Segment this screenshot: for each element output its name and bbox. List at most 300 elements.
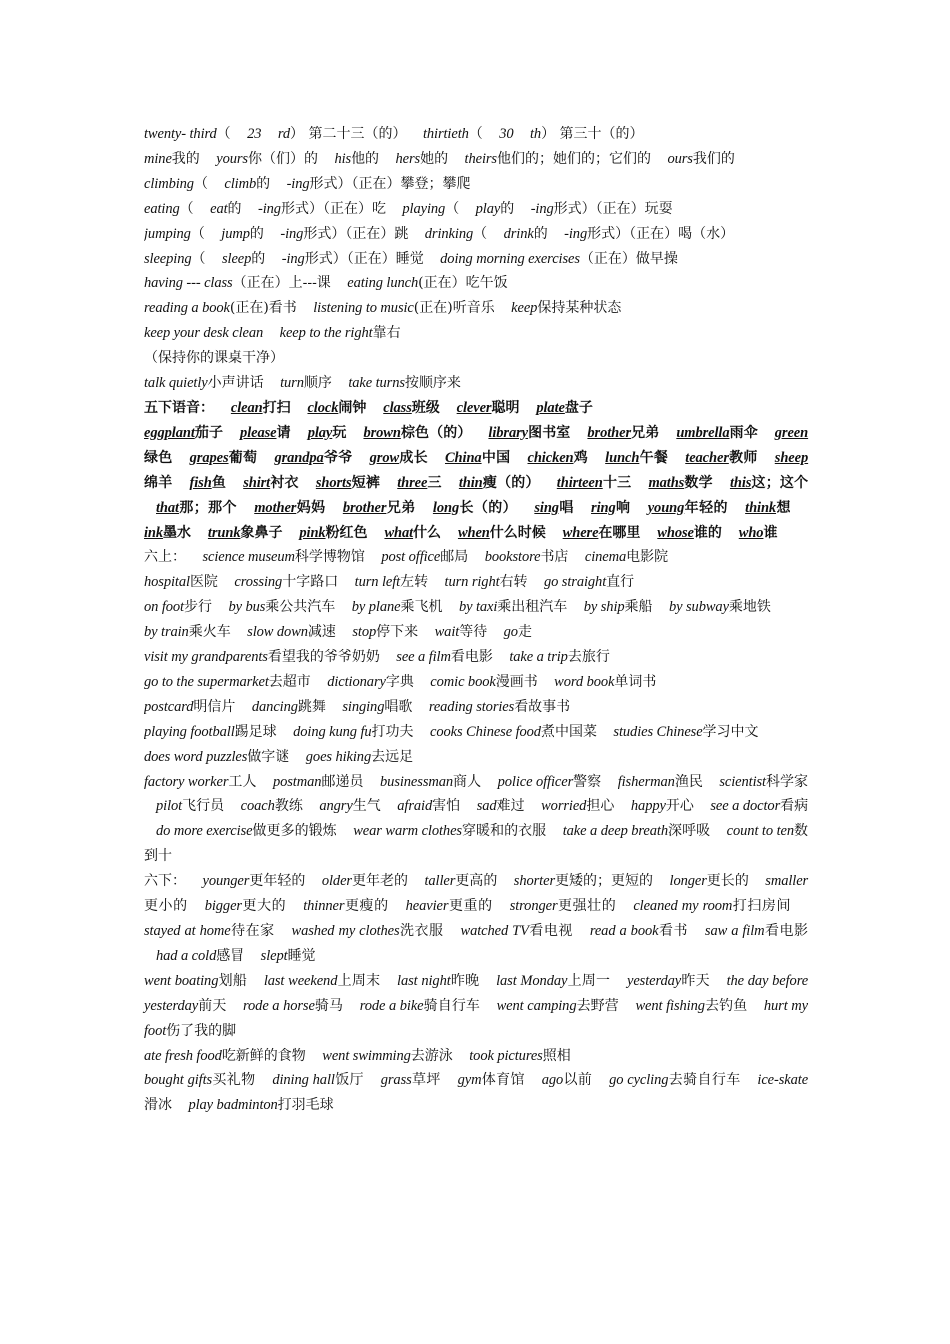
english-term: longer <box>669 873 707 890</box>
chinese-meaning: 年轻的 <box>684 499 728 516</box>
english-term: last night <box>397 972 451 989</box>
vocab-entry <box>252 699 326 715</box>
english-term: trunk <box>207 524 241 541</box>
chinese-meaning: 去钓鱼 <box>704 997 748 1014</box>
vocab-entry <box>498 774 602 790</box>
english-term: long <box>432 499 460 516</box>
vocab-entry <box>144 1048 306 1064</box>
vocab-entry <box>430 674 537 690</box>
english-term: having --- class <box>144 275 233 292</box>
vocab-entry <box>380 774 481 790</box>
english-term: eat <box>210 200 228 217</box>
vocab-entry <box>144 674 311 690</box>
vocab-entry <box>306 749 413 765</box>
chinese-meaning: 看电影 <box>450 649 493 666</box>
english-term: last weekend <box>263 972 338 989</box>
english-term: read a book <box>589 923 659 939</box>
english-term: sleeping <box>144 250 192 267</box>
chinese-meaning: （ <box>191 250 206 267</box>
chinese-meaning: 邮局 <box>440 549 469 566</box>
vocab-entry <box>144 275 331 291</box>
chinese-meaning: 看病 <box>780 798 809 815</box>
vocab-entry <box>243 475 299 491</box>
vocab-entry <box>144 973 247 989</box>
vocab-entry <box>363 425 471 441</box>
english-term: eggplant <box>144 424 195 441</box>
english-term: postman <box>272 773 322 790</box>
english-term: China <box>444 449 482 466</box>
chinese-meaning: 做更多的锻炼 <box>252 823 337 840</box>
vocab-entry <box>280 375 332 391</box>
english-term: playing football <box>144 723 235 740</box>
chinese-meaning: 害怕 <box>432 798 461 815</box>
vocab-entry <box>511 300 621 316</box>
vocab-entry <box>541 798 614 814</box>
english-term: by taxi <box>458 599 498 616</box>
chinese-meaning: 绿色 <box>144 449 173 466</box>
vocab-entry <box>264 973 381 989</box>
vocab-entry <box>156 798 224 814</box>
english-term: what <box>384 524 414 541</box>
chinese-meaning: 去野营 <box>576 997 619 1014</box>
vocab-line <box>144 222 808 247</box>
vocab-entry <box>216 151 318 167</box>
english-term: factory worker <box>144 773 229 790</box>
english-term: chicken <box>527 449 574 466</box>
chinese-meaning: 她的 <box>420 150 449 167</box>
vocab-line <box>144 421 808 546</box>
english-term: -ing <box>530 200 554 217</box>
english-term: count to ten <box>726 823 794 840</box>
chinese-meaning: 飞行员 <box>182 798 225 815</box>
vocab-entry <box>542 1072 593 1088</box>
chinese-meaning: 数到十 <box>144 823 809 865</box>
chinese-meaning: 想 <box>776 499 791 516</box>
english-term: turn right <box>444 574 500 591</box>
chinese-meaning: 打扫 <box>262 399 291 416</box>
vocab-entry <box>440 251 678 267</box>
vocab-entry <box>144 350 284 366</box>
english-term: theirs <box>464 150 497 167</box>
chinese-meaning: 六下： <box>144 873 187 890</box>
chinese-meaning: 乘飞机 <box>400 599 443 616</box>
chinese-meaning: 难过 <box>496 798 525 815</box>
chinese-meaning: 看电视 <box>528 923 573 939</box>
vocab-entry <box>397 798 460 814</box>
english-term: twenty- third <box>144 126 217 142</box>
english-term: climbing <box>144 175 194 192</box>
vocab-entry <box>190 475 227 491</box>
vocab-entry <box>497 998 619 1014</box>
vocab-entry <box>554 674 656 690</box>
vocab-entry <box>430 724 597 740</box>
vocab-entry <box>745 500 791 516</box>
chinese-meaning: 体育馆 <box>481 1072 525 1089</box>
chinese-meaning: 唱歌 <box>384 698 413 715</box>
chinese-meaning: 乘船 <box>624 599 653 616</box>
chinese-meaning: 去超市 <box>268 673 311 690</box>
chinese-meaning: 渔民 <box>674 773 703 790</box>
chinese-meaning: 谁 <box>763 524 778 541</box>
vocab-entry <box>618 774 703 790</box>
chinese-meaning: 教师 <box>728 449 758 466</box>
vocab-entry <box>144 525 191 541</box>
vocab-entry <box>469 1048 570 1064</box>
vocab-entry <box>587 425 659 441</box>
chinese-meaning: 打羽毛球 <box>277 1097 334 1114</box>
chinese-meaning: 聪明 <box>491 399 520 416</box>
vocab-entry <box>397 475 442 491</box>
english-term: older <box>321 873 352 890</box>
chinese-meaning: 茄子 <box>194 424 224 441</box>
english-term: clock <box>307 399 339 416</box>
english-term: his <box>334 150 352 167</box>
english-term: slept <box>260 947 288 964</box>
vocab-entry <box>510 898 617 914</box>
vocab-entry <box>316 475 380 491</box>
english-term: do more exercise <box>156 823 253 840</box>
chinese-meaning: 葡萄 <box>228 449 258 466</box>
chinese-meaning: 睡觉 <box>287 947 316 964</box>
english-term: mine <box>144 150 172 167</box>
english-term: reading a book <box>144 300 230 317</box>
english-term: happy <box>630 798 666 815</box>
vocab-entry <box>445 450 510 466</box>
vocab-entry <box>144 176 208 192</box>
vocab-entry <box>319 798 380 814</box>
english-term: bought gifts <box>144 1072 213 1089</box>
english-term: whose <box>657 524 694 541</box>
vocab-line <box>144 147 808 172</box>
vocab-line <box>144 371 808 396</box>
english-term: shirt <box>243 474 271 491</box>
chinese-meaning: 的 <box>249 225 264 242</box>
english-term: dictionary <box>327 673 386 690</box>
vocab-line <box>144 247 808 272</box>
vocab-entry <box>631 798 694 814</box>
vocab-entry <box>384 525 441 541</box>
chinese-meaning: 打扫房间 <box>732 898 792 915</box>
english-term: talk quietly <box>144 375 208 392</box>
english-term: brother <box>587 424 632 441</box>
english-term: went swimming <box>322 1047 411 1064</box>
vocab-entry <box>544 574 634 590</box>
chinese-meaning: 长（的） <box>459 499 518 516</box>
vocab-entry <box>528 450 589 466</box>
english-term: fish <box>189 474 212 491</box>
english-term: when <box>457 524 490 541</box>
chinese-meaning: 工人 <box>228 773 257 790</box>
vocab-entry <box>280 325 401 341</box>
english-term: yours <box>216 150 248 167</box>
chinese-meaning: 你（们）的 <box>247 150 318 167</box>
english-term: last Monday <box>496 972 568 989</box>
chinese-meaning: 乘公共汽车 <box>265 599 336 616</box>
chinese-meaning: 三 <box>427 474 442 491</box>
vocab-entry <box>557 475 632 491</box>
vocab-entry <box>353 823 546 839</box>
chinese-meaning: 在哪里 <box>598 524 641 541</box>
chinese-meaning: 更长的 <box>706 873 749 890</box>
chinese-meaning: 鱼 <box>211 474 227 491</box>
chinese-meaning: 去骑自行车 <box>668 1072 741 1089</box>
vocab-entry <box>477 798 525 814</box>
vocab-entry <box>144 1072 256 1088</box>
vocab-entry <box>293 724 413 740</box>
vocab-entry <box>327 674 414 690</box>
chinese-meaning: （ <box>473 225 488 242</box>
vocab-entry <box>514 873 653 889</box>
vocab-entry <box>406 898 493 914</box>
english-term: science museum <box>202 549 295 566</box>
chinese-meaning: 上周末 <box>337 972 381 989</box>
english-term: bookstore <box>484 549 541 566</box>
vocab-entry <box>381 549 468 565</box>
english-term: see a doctor <box>710 798 781 815</box>
vocabulary-list <box>144 122 808 1118</box>
chinese-meaning: 更强壮的 <box>557 898 617 915</box>
vocab-entry <box>360 998 480 1014</box>
chinese-meaning: 更小的 <box>144 898 188 915</box>
vocab-line <box>144 745 808 770</box>
chinese-meaning: 更瘦的 <box>344 898 389 915</box>
vocab-entry <box>585 549 668 565</box>
vocab-line <box>144 720 808 745</box>
english-term: go straight <box>543 574 607 591</box>
chinese-meaning: （ <box>179 200 194 217</box>
chinese-meaning: 等待 <box>459 624 488 641</box>
vocab-entry <box>458 1072 525 1088</box>
vocab-line <box>144 595 808 620</box>
english-term: turn <box>280 375 304 392</box>
vocab-entry <box>429 699 570 715</box>
chinese-meaning: 的 <box>256 175 271 192</box>
english-term: eating lunch <box>347 275 419 292</box>
english-term: go <box>503 624 518 641</box>
vocab-entry <box>247 624 336 640</box>
chinese-meaning: 保持某种状态 <box>537 300 622 317</box>
vocab-entry <box>202 549 364 565</box>
english-term: stronger <box>509 898 558 915</box>
chinese-meaning: 衬衣 <box>270 474 299 491</box>
vocab-entry <box>144 251 206 267</box>
english-term: play <box>307 424 333 441</box>
chinese-meaning: 瘦（的） <box>482 474 540 491</box>
chinese-meaning: 去游泳 <box>410 1047 453 1064</box>
english-term: word book <box>554 673 615 690</box>
english-term: grandpa <box>274 449 324 466</box>
vocab-entry <box>144 300 297 316</box>
vocab-entry <box>397 973 479 989</box>
english-term: pink <box>299 524 326 541</box>
english-term: stop <box>352 624 377 641</box>
english-term: climb <box>224 175 257 192</box>
english-term: does word puzzles <box>144 748 248 765</box>
english-term: ago <box>541 1072 564 1089</box>
english-term: where <box>562 524 599 541</box>
english-term: hurt my foot <box>144 997 808 1039</box>
chinese-meaning: 更年老的 <box>351 873 408 890</box>
chinese-meaning: 滑冰 <box>144 1097 172 1114</box>
chinese-meaning: 什么 <box>413 524 442 541</box>
chinese-meaning: 跳舞 <box>297 698 326 715</box>
vocab-entry <box>499 126 513 142</box>
vocab-entry <box>402 201 459 217</box>
english-term: businessman <box>380 773 454 790</box>
vocab-entry <box>144 151 200 167</box>
english-term: the day before yesterday <box>144 972 809 1014</box>
vocab-entry <box>605 450 668 466</box>
chinese-meaning: 什么时候 <box>489 524 546 541</box>
english-term: play badminton <box>188 1097 278 1114</box>
vocab-entry <box>241 798 303 814</box>
english-term: reading stories <box>428 698 515 715</box>
english-term: that <box>156 499 179 516</box>
english-term: went camping <box>496 997 577 1014</box>
chinese-meaning: 昨天 <box>681 972 710 989</box>
vocab-entry <box>208 525 283 541</box>
chinese-meaning: 左转 <box>400 574 429 591</box>
chinese-meaning: 兄弟 <box>631 424 660 441</box>
vocab-line <box>144 346 808 371</box>
vocab-entry <box>342 699 412 715</box>
chinese-meaning: 伤了我的脚 <box>166 1022 237 1039</box>
vocab-entry <box>308 425 347 441</box>
chinese-meaning: 单词书 <box>614 673 657 690</box>
vocab-line <box>144 296 808 321</box>
vocab-line <box>144 770 808 870</box>
vocab-entry <box>274 450 352 466</box>
chinese-meaning: 妈妈 <box>296 499 326 516</box>
chinese-meaning: 粉红色 <box>325 524 368 541</box>
vocab-entry <box>348 375 461 391</box>
english-term: -ing <box>257 200 281 217</box>
chinese-meaning: 乘出租汽车 <box>497 599 568 616</box>
chinese-meaning: 减速 <box>307 624 336 641</box>
vocab-entry <box>292 923 444 939</box>
vocab-line <box>144 570 808 595</box>
vocab-entry <box>144 425 223 441</box>
vocab-line <box>144 321 808 346</box>
vocab-entry <box>205 898 287 914</box>
chinese-meaning: 爷爷 <box>323 449 353 466</box>
vocab-entry <box>322 1048 453 1064</box>
vocab-entry <box>303 898 388 914</box>
chinese-meaning: (正在)听音乐 <box>413 300 495 317</box>
chinese-meaning: 乘地铁 <box>728 599 771 616</box>
chinese-meaning: 骑马 <box>314 997 344 1014</box>
vocab-line <box>144 122 808 147</box>
english-term: take a deep breath <box>562 823 668 840</box>
english-term: ring <box>591 499 616 516</box>
chinese-meaning: （正在）做早操 <box>579 250 678 267</box>
english-term: shorter <box>513 873 555 890</box>
vocab-entry <box>627 973 710 989</box>
english-term: saw a film <box>704 923 765 939</box>
chinese-meaning: 这；这个 <box>751 474 809 491</box>
chinese-meaning: 鸡 <box>573 449 589 466</box>
english-term: by bus <box>228 599 266 616</box>
english-term: by train <box>144 624 189 641</box>
vocab-entry <box>334 151 379 167</box>
chinese-meaning: 科学家 <box>765 773 809 790</box>
chinese-meaning: 看故事书 <box>514 698 571 715</box>
english-term: bigger <box>204 898 242 915</box>
vocab-entry <box>613 724 758 740</box>
vocab-entry <box>685 450 757 466</box>
vocab-entry <box>352 624 418 640</box>
vocab-entry <box>563 525 641 541</box>
vocab-entry <box>228 599 335 615</box>
chinese-meaning: 骑自行车 <box>423 997 481 1014</box>
chinese-meaning: 漫画书 <box>495 673 538 690</box>
english-term: slow down <box>247 624 308 641</box>
chinese-meaning: 唱 <box>558 499 574 516</box>
vocab-entry <box>258 201 386 217</box>
english-term: -ing <box>564 225 588 242</box>
vocab-entry <box>203 873 306 889</box>
vocab-entry <box>423 126 483 142</box>
english-term: ours <box>667 150 693 167</box>
chinese-meaning: 医院 <box>189 574 218 591</box>
chinese-meaning: 担心 <box>586 798 615 815</box>
chinese-meaning: 右转 <box>499 574 528 591</box>
chinese-meaning: 谁的 <box>693 524 722 541</box>
english-term: wait <box>434 624 460 641</box>
english-term: sing <box>534 499 559 516</box>
vocab-entry <box>144 724 277 740</box>
vocab-entry <box>144 226 205 242</box>
vocab-entry <box>457 400 520 416</box>
vocab-entry <box>591 500 630 516</box>
vocab-entry <box>224 176 270 192</box>
chinese-meaning: （保持你的课桌干净） <box>144 350 284 367</box>
vocab-entry <box>730 475 808 491</box>
vocab-entry <box>465 151 651 167</box>
chinese-meaning: 穿暖和的衣服 <box>461 823 547 840</box>
chinese-meaning: 小声讲话 <box>207 375 264 392</box>
english-term: yesterday <box>627 972 682 989</box>
english-term: brown <box>363 424 401 441</box>
english-term: ice-skate <box>757 1072 809 1089</box>
vocab-entry <box>633 898 791 914</box>
vocab-entry <box>476 201 515 217</box>
chinese-meaning: 字典 <box>385 673 414 690</box>
english-term: dancing <box>251 698 298 715</box>
chinese-meaning: 明信片 <box>193 698 236 715</box>
english-term: postcard <box>144 698 194 715</box>
chinese-meaning: 乘火车 <box>188 624 231 641</box>
english-term: think <box>745 499 777 516</box>
vocab-entry <box>144 400 214 416</box>
english-term: heavier <box>405 898 449 915</box>
chinese-meaning: 打功夫 <box>371 723 414 740</box>
chinese-meaning: 形式）（正在）跳 <box>303 225 409 242</box>
chinese-meaning: 棕色（的） <box>400 424 472 441</box>
vocab-entry <box>424 873 497 889</box>
chinese-meaning: 他们的；她们的；它们的 <box>496 150 651 167</box>
chinese-meaning: 看电影 <box>764 923 809 939</box>
vocab-entry <box>609 1072 741 1088</box>
chinese-meaning: 开心 <box>665 798 694 815</box>
english-term: 30 <box>499 126 514 142</box>
chinese-meaning: 盘子 <box>564 399 593 416</box>
vocab-line <box>144 869 808 969</box>
english-term: rode a bike <box>359 997 424 1014</box>
vocab-entry <box>461 923 573 939</box>
vocab-entry <box>530 126 644 142</box>
vocab-entry <box>240 425 291 441</box>
